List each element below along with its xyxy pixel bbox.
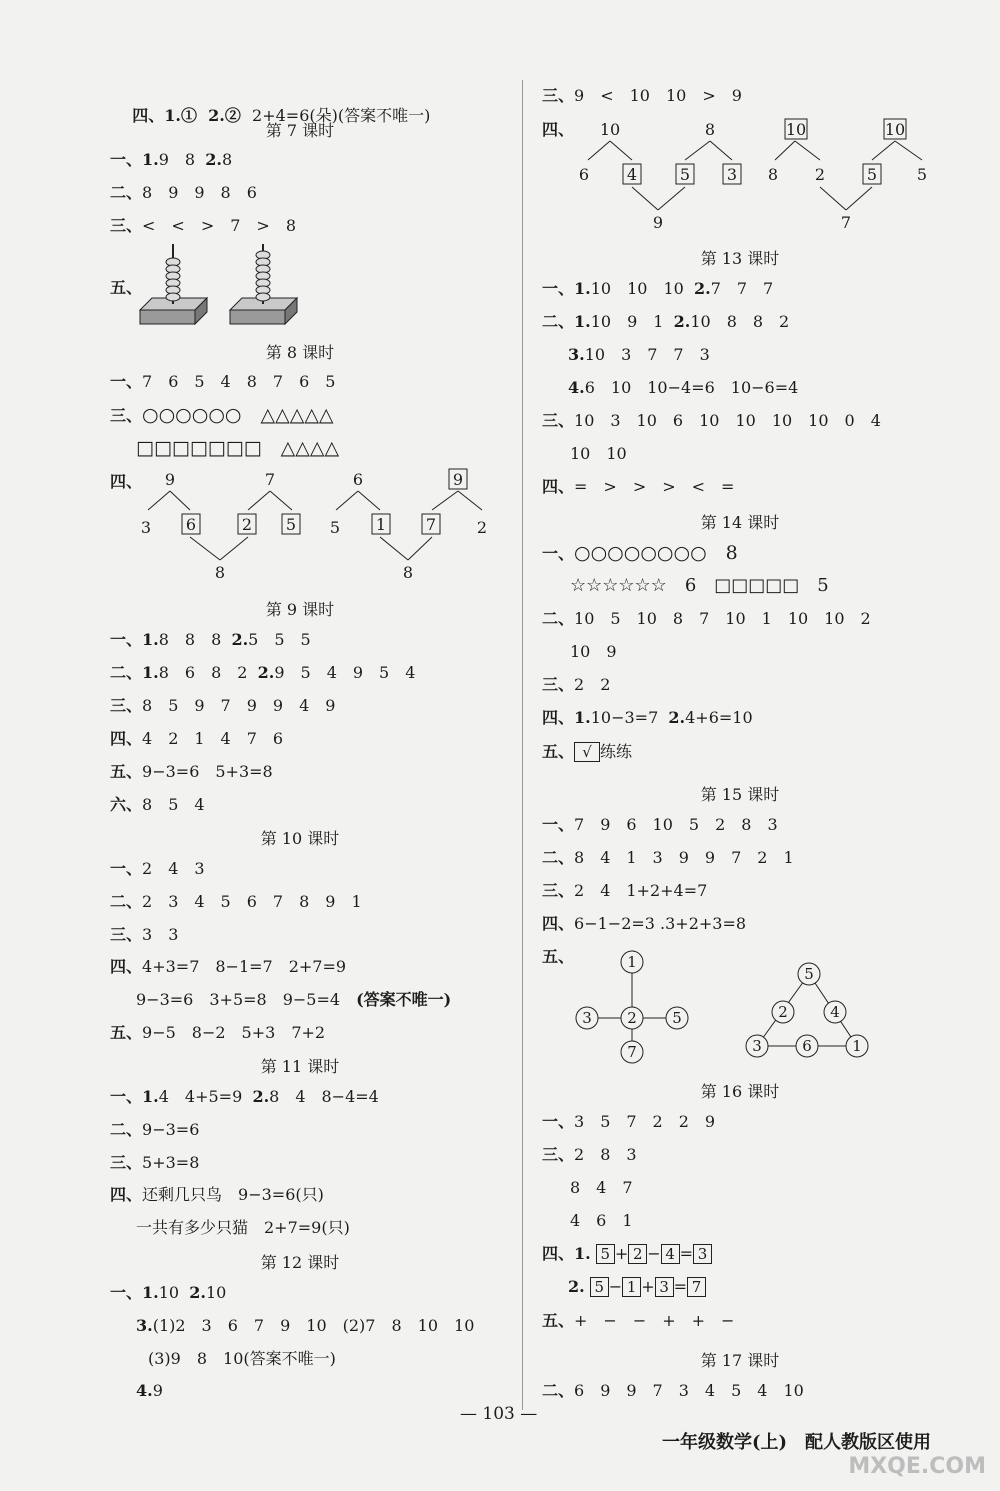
r-split-b-box2: 3 xyxy=(726,165,738,184)
l8-split-diagram xyxy=(130,465,510,585)
r13-row1: 一、1.10 10 10 2.7 7 7 xyxy=(542,279,774,298)
r-row1-label: 四、 xyxy=(542,120,575,139)
r-split-b-top: 8 xyxy=(704,120,716,139)
r13-row4: 4.6 10 10−4=6 10−6=4 xyxy=(568,378,799,397)
split-a-box: 6 xyxy=(185,515,197,534)
r16-row2: 三、2 8 3 xyxy=(542,1145,637,1164)
l11-row1: 一、1.4 4+5=9 2.8 4 8−4=4 xyxy=(110,1087,379,1106)
abacus-left xyxy=(140,244,207,324)
checked-box: √ xyxy=(574,742,600,762)
r-split-diagram xyxy=(570,115,950,235)
page-number: — 103 — xyxy=(460,1404,538,1424)
l11-row4: 四、还剩几只鸟 9−3=6(只) xyxy=(110,1185,324,1204)
l8-row3b: □□□□□□□ △△△△ xyxy=(136,437,340,459)
r-split-b-box1: 5 xyxy=(679,165,691,184)
r16-row1: 一、3 5 7 2 2 9 xyxy=(542,1112,716,1131)
r-split-a-top: 10 xyxy=(599,120,621,139)
r-split-c-bottom: 7 xyxy=(840,213,852,232)
r-split-c-left: 8 xyxy=(767,165,779,184)
l12-row1: 一、1.10 2.10 xyxy=(110,1283,227,1302)
split-b-top: 7 xyxy=(264,470,276,489)
lesson-title-14: 第 14 课时 xyxy=(700,513,780,532)
tri-top: 5 xyxy=(804,965,814,983)
r14-row3: 三、2 2 xyxy=(542,675,611,694)
lesson-title-17: 第 17 课时 xyxy=(700,1351,780,1370)
r-split-d-right: 5 xyxy=(916,165,928,184)
l11-row3: 三、5+3=8 xyxy=(110,1153,200,1172)
r16-row2c: 4 6 1 xyxy=(570,1211,633,1230)
split-a-top: 9 xyxy=(164,470,176,489)
r-split-d-box: 5 xyxy=(866,165,878,184)
split-a-left: 3 xyxy=(140,518,152,537)
split-c-box: 1 xyxy=(375,515,387,534)
r15-row1: 一、7 9 6 10 5 2 8 3 xyxy=(542,815,778,834)
tri-midleft: 2 xyxy=(778,1003,788,1021)
r-split-a-box: 4 xyxy=(626,165,638,184)
l7-row1: 一、1.9 8 2.8 xyxy=(110,150,233,169)
tri-bottomright: 1 xyxy=(852,1037,862,1055)
r15-row3: 三、2 4 1+2+4=7 xyxy=(542,881,708,900)
lesson-title-10: 第 10 课时 xyxy=(260,829,340,848)
l10-row3: 三、3 3 xyxy=(110,925,179,944)
r14-row4: 四、1.10−3=7 2.4+6=10 xyxy=(542,708,753,727)
lesson-title-9: 第 9 课时 xyxy=(265,600,335,619)
r14-row1b: ☆☆☆☆☆☆ 6 □□□□□ 5 xyxy=(570,575,829,596)
left-line-0: 四、1.① 2.② 2+4=6(朵)(答案不唯一) xyxy=(132,106,431,125)
l11-row2: 二、9−3=6 xyxy=(110,1120,200,1139)
lesson-title-12: 第 12 课时 xyxy=(260,1253,340,1272)
l8-row1: 一、7 6 5 4 8 7 6 5 xyxy=(110,372,336,391)
column-divider xyxy=(522,80,523,1410)
l11-row4b: 一共有多少只猫 2+7=9(只) xyxy=(136,1218,350,1237)
lesson-title-13: 第 13 课时 xyxy=(700,249,780,268)
l9-row4: 四、4 2 1 4 7 6 xyxy=(110,729,284,748)
l7-row2: 二、8 9 9 8 6 xyxy=(110,183,257,202)
lesson-title-7: 第 7 课时 xyxy=(265,121,335,140)
r-split-a-bottom: 9 xyxy=(652,213,664,232)
r16-row2b: 8 4 7 xyxy=(570,1178,633,1197)
cross-left: 3 xyxy=(582,1009,592,1027)
r16-row3: 四、1. 5 + 2 − 4 = 3 xyxy=(542,1244,712,1264)
r-split-d-top: 10 xyxy=(884,120,906,139)
l9-row2: 二、1.8 6 8 2 2.9 5 4 9 5 4 xyxy=(110,663,416,682)
l10-row1: 一、2 4 3 xyxy=(110,859,205,878)
circle-diagrams xyxy=(565,940,885,1075)
l12-row3b: (3)9 8 10(答案不唯一) xyxy=(148,1349,336,1368)
cross-center: 2 xyxy=(627,1009,637,1027)
l12-row3: 3.(1)2 3 6 7 9 10 (2)7 8 10 10 xyxy=(136,1316,475,1335)
r15-row2: 二、8 4 1 3 9 9 7 2 1 xyxy=(542,848,794,867)
r13-row5b: 10 10 xyxy=(570,444,627,463)
split-d-top: 9 xyxy=(452,470,464,489)
cross-bottom: 7 xyxy=(627,1043,637,1061)
lesson-title-16: 第 16 课时 xyxy=(700,1082,780,1101)
r14-row5: 五、 √ 练练 xyxy=(542,742,633,761)
r13-row2: 二、1.10 9 1 2.10 8 8 2 xyxy=(542,312,790,331)
l9-row1: 一、1.8 8 8 2.5 5 5 xyxy=(110,630,311,649)
r14-row2: 二、10 5 10 8 7 10 1 10 10 2 xyxy=(542,609,871,628)
r-split-c-top: 10 xyxy=(785,120,807,139)
split-d-box: 7 xyxy=(425,515,437,534)
r16-row4: 2. 5 − 1 + 3 = 7 xyxy=(568,1277,706,1297)
split-b-box1: 2 xyxy=(241,515,253,534)
r15-row4: 四、6−1−2=3 .3+2+3=8 xyxy=(542,914,747,933)
r-split-c-mid: 2 xyxy=(814,165,826,184)
r14-row1: 一、○○○○○○○○ 8 xyxy=(542,542,738,564)
l9-row6: 六、8 5 4 xyxy=(110,795,205,814)
l10-row4: 四、4+3=7 8−1=7 2+7=9 xyxy=(110,957,347,976)
tri-midright: 4 xyxy=(830,1003,840,1021)
split-c-bottom: 8 xyxy=(402,563,414,582)
book-title: 一年级数学(上) 配人教版区使用 xyxy=(662,1432,932,1453)
abacus-illustration xyxy=(135,240,315,330)
tri-bottomleft: 3 xyxy=(752,1037,762,1055)
split-d-right: 2 xyxy=(476,518,488,537)
watermark: MXQE.COM xyxy=(848,1454,986,1479)
r-row0: 三、9 < 10 10 > 9 xyxy=(542,86,742,105)
r17-row1: 二、6 9 9 7 3 4 5 4 10 xyxy=(542,1381,804,1400)
cross-right: 5 xyxy=(672,1009,682,1027)
split-a-bottom: 8 xyxy=(214,563,226,582)
l8-row4-label: 四、 xyxy=(110,472,143,491)
split-c-top: 6 xyxy=(352,470,364,489)
split-b-box2: 5 xyxy=(285,515,297,534)
r13-row6: 四、= > > > < = xyxy=(542,477,735,496)
r13-row5: 三、10 3 10 6 10 10 10 10 0 4 xyxy=(542,411,881,430)
r15-row5-label: 五、 xyxy=(542,947,575,966)
l10-row4b: 9−3=6 3+5=8 9−5=4 (答案不唯一) xyxy=(136,990,452,1009)
split-c-left: 5 xyxy=(329,518,341,537)
l8-row3: 三、○○○○○○ △△△△△ xyxy=(110,404,334,426)
tri-bottommid: 6 xyxy=(802,1037,812,1055)
l9-row3: 三、8 5 9 7 9 9 4 9 xyxy=(110,696,336,715)
r13-row3: 3.10 3 7 7 3 xyxy=(568,345,710,364)
l12-row4: 4.9 xyxy=(136,1381,163,1400)
cross-top: 1 xyxy=(627,953,637,971)
lesson-title-8: 第 8 课时 xyxy=(265,343,335,362)
r14-row2b: 10 9 xyxy=(570,642,617,661)
l9-row5: 五、9−3=6 5+3=8 xyxy=(110,762,273,781)
lesson-title-15: 第 15 课时 xyxy=(700,785,780,804)
abacus-right xyxy=(230,244,297,324)
r-split-a-left: 6 xyxy=(578,165,590,184)
lesson-title-11: 第 11 课时 xyxy=(260,1057,340,1076)
l7-row5-label: 五、 xyxy=(110,278,143,297)
l10-row5: 五、9−5 8−2 5+3 7+2 xyxy=(110,1023,326,1042)
r16-row5: 五、+ − − + + − xyxy=(542,1311,735,1330)
l7-row3: 三、< < > 7 > 8 xyxy=(110,216,297,235)
l10-row2: 二、2 3 4 5 6 7 8 9 1 xyxy=(110,892,362,911)
